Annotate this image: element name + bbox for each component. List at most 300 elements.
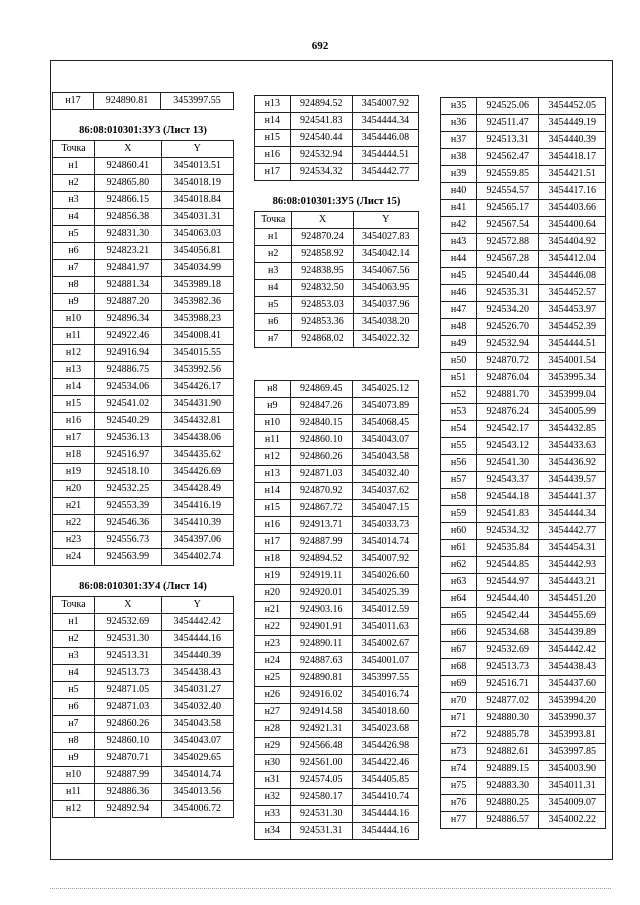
- point-cell: н16: [255, 517, 291, 534]
- table-row: [441, 353, 606, 370]
- x-cell: 924887.63: [290, 653, 352, 670]
- point-cell: н55: [441, 438, 477, 455]
- table-row: [441, 693, 606, 710]
- y-cell: 3454402.74: [161, 549, 233, 566]
- y-cell: 3454033.73: [352, 517, 418, 534]
- table-row: [53, 328, 234, 345]
- y-cell: 3454453.97: [539, 302, 606, 319]
- x-cell: 924534.32: [477, 523, 539, 540]
- y-cell: 3454444.16: [352, 823, 418, 840]
- y-cell: 3454428.49: [161, 481, 233, 498]
- point-cell: н73: [441, 744, 477, 761]
- point-cell: н7: [255, 331, 292, 348]
- point-cell: н26: [255, 687, 291, 704]
- point-cell: н31: [255, 772, 291, 789]
- y-cell: 3454008.41: [161, 328, 233, 345]
- x-cell: 924580.17: [290, 789, 352, 806]
- y-cell: 3454031.27: [161, 682, 233, 699]
- y-cell: 3453995.34: [539, 370, 606, 387]
- point-cell: н13: [255, 466, 291, 483]
- y-cell: 3454432.85: [539, 421, 606, 438]
- point-cell: н2: [255, 246, 292, 263]
- x-cell: 924860.10: [95, 733, 162, 750]
- table-row: [441, 761, 606, 778]
- table-row: [441, 778, 606, 795]
- continuation-table: [52, 92, 234, 110]
- table-row: [255, 755, 419, 772]
- y-cell: 3453997.85: [539, 744, 606, 761]
- y-cell: 3454025.12: [352, 381, 418, 398]
- x-cell: 924870.71: [95, 750, 162, 767]
- point-cell: н4: [53, 209, 95, 226]
- table-row: [53, 549, 234, 566]
- y-cell: 3454405.85: [352, 772, 418, 789]
- x-cell: 924543.12: [477, 438, 539, 455]
- point-cell: н9: [53, 750, 95, 767]
- y-cell: 3454031.31: [161, 209, 233, 226]
- x-cell: 924840.15: [290, 415, 352, 432]
- y-cell: 3454014.74: [161, 767, 233, 784]
- table-row: [53, 379, 234, 396]
- x-cell: 924541.02: [95, 396, 162, 413]
- x-cell: 924916.02: [290, 687, 352, 704]
- point-cell: н61: [441, 540, 477, 557]
- table-row: [255, 398, 419, 415]
- table-row: [255, 449, 419, 466]
- column-header-point: Точка: [255, 212, 292, 229]
- point-cell: н14: [255, 113, 291, 130]
- y-cell: 3454451.20: [539, 591, 606, 608]
- point-cell: н54: [441, 421, 477, 438]
- point-cell: н1: [255, 229, 292, 246]
- point-cell: н29: [255, 738, 291, 755]
- y-cell: 3454444.51: [539, 336, 606, 353]
- table-row: [53, 699, 234, 716]
- y-cell: 3454438.43: [161, 665, 233, 682]
- y-cell: 3453989.18: [161, 277, 233, 294]
- point-cell: н43: [441, 234, 477, 251]
- point-cell: н20: [255, 585, 291, 602]
- table-row: [255, 602, 419, 619]
- x-cell: 924532.94: [290, 147, 352, 164]
- table-row: [441, 795, 606, 812]
- point-cell: н46: [441, 285, 477, 302]
- x-cell: 924542.44: [477, 608, 539, 625]
- zu4-table: [52, 596, 234, 818]
- x-cell: 924543.37: [477, 472, 539, 489]
- y-cell: 3454444.16: [352, 806, 418, 823]
- x-cell: 924532.69: [95, 614, 162, 631]
- point-cell: н44: [441, 251, 477, 268]
- y-cell: 3453999.04: [539, 387, 606, 404]
- y-cell: 3454009.07: [539, 795, 606, 812]
- y-cell: 3454032.40: [161, 699, 233, 716]
- table-row: [255, 147, 419, 164]
- y-cell: 3454063.95: [353, 280, 418, 297]
- y-cell: 3454056.81: [161, 243, 233, 260]
- table-row: [53, 784, 234, 801]
- y-cell: 3454032.40: [352, 466, 418, 483]
- point-cell: н59: [441, 506, 477, 523]
- point-cell: н34: [255, 823, 291, 840]
- y-cell: 3454005.99: [539, 404, 606, 421]
- point-cell: н12: [255, 449, 291, 466]
- table-row: [441, 455, 606, 472]
- y-cell: 3454433.63: [539, 438, 606, 455]
- point-cell: н36: [441, 115, 477, 132]
- point-cell: н56: [441, 455, 477, 472]
- point-cell: н17: [53, 93, 94, 110]
- x-cell: 924544.40: [477, 591, 539, 608]
- point-cell: н48: [441, 319, 477, 336]
- point-cell: н24: [53, 549, 95, 566]
- x-cell: 924511.47: [477, 115, 539, 132]
- point-cell: н49: [441, 336, 477, 353]
- point-cell: н22: [53, 515, 95, 532]
- table-row: [53, 733, 234, 750]
- point-cell: н9: [53, 294, 95, 311]
- table-row: [441, 472, 606, 489]
- table-row: [441, 251, 606, 268]
- section-title: 86:08:010301:ЗУ3 (Лист 13): [79, 125, 207, 136]
- column-header-y: Y: [161, 597, 233, 614]
- table-row: [441, 268, 606, 285]
- zu3-table: [52, 140, 234, 566]
- column-header-x: X: [95, 597, 162, 614]
- table-header-row: [53, 597, 234, 614]
- y-cell: 3453994.20: [539, 693, 606, 710]
- x-cell: 924882.61: [477, 744, 539, 761]
- y-cell: 3454436.92: [539, 455, 606, 472]
- table-header-row: [255, 212, 419, 229]
- y-cell: 3454016.74: [352, 687, 418, 704]
- x-cell: 924532.25: [95, 481, 162, 498]
- y-cell: 3454068.45: [352, 415, 418, 432]
- table-row: [441, 183, 606, 200]
- table-row: [53, 226, 234, 243]
- point-cell: н27: [255, 704, 291, 721]
- table-row: [53, 464, 234, 481]
- page-number: 692: [311, 40, 329, 52]
- x-cell: 924887.99: [290, 534, 352, 551]
- x-cell: 924860.26: [290, 449, 352, 466]
- point-cell: н32: [255, 789, 291, 806]
- y-cell: 3454001.07: [352, 653, 418, 670]
- point-cell: н9: [255, 398, 291, 415]
- point-cell: н66: [441, 625, 477, 642]
- table-row: [441, 285, 606, 302]
- table-row: [255, 113, 419, 130]
- y-cell: 3454438.43: [539, 659, 606, 676]
- x-cell: 924889.15: [477, 761, 539, 778]
- y-cell: 3454015.55: [161, 345, 233, 362]
- point-cell: н70: [441, 693, 477, 710]
- table-row: [53, 801, 234, 818]
- point-cell: н8: [53, 277, 95, 294]
- x-cell: 924919.11: [290, 568, 352, 585]
- table-row: [53, 175, 234, 192]
- table-row: [53, 631, 234, 648]
- table-row: [53, 345, 234, 362]
- table-row: [255, 331, 419, 348]
- x-cell: 924856.38: [95, 209, 162, 226]
- point-cell: н20: [53, 481, 95, 498]
- point-cell: н8: [255, 381, 291, 398]
- x-cell: 924563.99: [95, 549, 162, 566]
- x-cell: 924518.10: [95, 464, 162, 481]
- point-cell: н5: [53, 226, 95, 243]
- y-cell: 3453993.81: [539, 727, 606, 744]
- x-cell: 924544.97: [477, 574, 539, 591]
- x-cell: 924534.68: [477, 625, 539, 642]
- continuation-table: [254, 95, 419, 181]
- table-row: [441, 523, 606, 540]
- y-cell: 3454067.56: [353, 263, 418, 280]
- x-cell: 924868.02: [292, 331, 353, 348]
- y-cell: 3454455.69: [539, 608, 606, 625]
- table-row: [441, 710, 606, 727]
- x-cell: 924871.03: [95, 699, 162, 716]
- table-row: [441, 438, 606, 455]
- x-cell: 924890.11: [290, 636, 352, 653]
- table-row: [255, 381, 419, 398]
- x-cell: 924565.17: [477, 200, 539, 217]
- y-cell: 3454426.98: [352, 738, 418, 755]
- table-row: [441, 217, 606, 234]
- x-cell: 924871.05: [95, 682, 162, 699]
- x-cell: 924869.45: [290, 381, 352, 398]
- point-cell: н62: [441, 557, 477, 574]
- point-cell: н58: [441, 489, 477, 506]
- y-cell: 3453990.37: [539, 710, 606, 727]
- y-cell: 3454011.63: [352, 619, 418, 636]
- table-row: [255, 246, 419, 263]
- table-row: [255, 721, 419, 738]
- x-cell: 924566.48: [290, 738, 352, 755]
- table-row: [53, 767, 234, 784]
- point-cell: н30: [255, 755, 291, 772]
- point-cell: н2: [53, 631, 95, 648]
- x-cell: 924871.03: [290, 466, 352, 483]
- x-cell: 924531.30: [290, 806, 352, 823]
- y-cell: 3454444.16: [161, 631, 233, 648]
- x-cell: 924540.29: [95, 413, 162, 430]
- y-cell: 3454449.19: [539, 115, 606, 132]
- x-cell: 924870.92: [290, 483, 352, 500]
- x-cell: 924847.26: [290, 398, 352, 415]
- continuation-table: [440, 97, 606, 829]
- point-cell: н7: [53, 260, 95, 277]
- point-cell: н5: [53, 682, 95, 699]
- y-cell: 3454001.54: [539, 353, 606, 370]
- y-cell: 3454043.07: [161, 733, 233, 750]
- column-header-point: Точка: [53, 597, 95, 614]
- y-cell: 3454007.92: [352, 551, 418, 568]
- table-row: [255, 704, 419, 721]
- point-cell: н15: [53, 396, 95, 413]
- x-cell: 924513.31: [477, 132, 539, 149]
- table-row: [441, 727, 606, 744]
- y-cell: 3454047.15: [352, 500, 418, 517]
- x-cell: 924876.24: [477, 404, 539, 421]
- point-cell: н6: [255, 314, 292, 331]
- table-row: [255, 466, 419, 483]
- table-row: [53, 362, 234, 379]
- x-cell: 924513.31: [95, 648, 162, 665]
- table-row: [255, 772, 419, 789]
- y-cell: 3454410.74: [352, 789, 418, 806]
- x-cell: 924858.92: [292, 246, 353, 263]
- table-row: [255, 585, 419, 602]
- table-row: [255, 619, 419, 636]
- y-cell: 3454446.08: [352, 130, 418, 147]
- point-cell: н11: [255, 432, 291, 449]
- table-row: [441, 149, 606, 166]
- y-cell: 3454002.67: [352, 636, 418, 653]
- point-cell: н15: [255, 500, 291, 517]
- point-cell: н72: [441, 727, 477, 744]
- x-cell: 924567.28: [477, 251, 539, 268]
- y-cell: 3453992.56: [161, 362, 233, 379]
- point-cell: н17: [53, 430, 95, 447]
- x-cell: 924516.71: [477, 676, 539, 693]
- point-cell: н64: [441, 591, 477, 608]
- point-cell: н1: [53, 158, 95, 175]
- table-row: [441, 370, 606, 387]
- x-cell: 924841.97: [95, 260, 162, 277]
- x-cell: 924887.20: [95, 294, 162, 311]
- y-cell: 3454023.68: [352, 721, 418, 738]
- x-cell: 924532.94: [477, 336, 539, 353]
- section-title: 86:08:010301:ЗУ4 (Лист 14): [79, 581, 207, 592]
- x-cell: 924853.36: [292, 314, 353, 331]
- y-cell: 3454431.90: [161, 396, 233, 413]
- point-cell: н10: [53, 767, 95, 784]
- point-cell: н12: [53, 345, 95, 362]
- y-cell: 3454454.31: [539, 540, 606, 557]
- table-row: [53, 430, 234, 447]
- point-cell: н4: [53, 665, 95, 682]
- table-row: [53, 515, 234, 532]
- y-cell: 3454037.62: [352, 483, 418, 500]
- point-cell: н40: [441, 183, 477, 200]
- x-cell: 924921.31: [290, 721, 352, 738]
- point-cell: н18: [255, 551, 291, 568]
- x-cell: 924562.47: [477, 149, 539, 166]
- table-row: [441, 302, 606, 319]
- table-row: [255, 263, 419, 280]
- y-cell: 3454013.51: [161, 158, 233, 175]
- x-cell: 924531.30: [95, 631, 162, 648]
- point-cell: н10: [255, 415, 291, 432]
- x-cell: 924886.57: [477, 812, 539, 829]
- y-cell: 3454018.60: [352, 704, 418, 721]
- column-3: [440, 97, 606, 829]
- x-cell: 924866.15: [95, 192, 162, 209]
- point-cell: н50: [441, 353, 477, 370]
- section-title: 86:08:010301:ЗУ5 (Лист 15): [272, 196, 401, 207]
- table-row: [53, 716, 234, 733]
- point-cell: н52: [441, 387, 477, 404]
- y-cell: 3454400.64: [539, 217, 606, 234]
- x-cell: 924544.85: [477, 557, 539, 574]
- table-row: [441, 387, 606, 404]
- zu5-table-continued: [254, 380, 419, 840]
- point-cell: н17: [255, 164, 291, 181]
- x-cell: 924860.10: [290, 432, 352, 449]
- point-cell: н65: [441, 608, 477, 625]
- table-row: [53, 311, 234, 328]
- x-cell: 924922.46: [95, 328, 162, 345]
- y-cell: 3454073.89: [352, 398, 418, 415]
- y-cell: 3454022.32: [353, 331, 418, 348]
- y-cell: 3454410.39: [161, 515, 233, 532]
- x-cell: 924572.88: [477, 234, 539, 251]
- x-cell: 924574.05: [290, 772, 352, 789]
- table-row: [441, 812, 606, 829]
- x-cell: 924561.00: [290, 755, 352, 772]
- y-cell: 3453997.55: [352, 670, 418, 687]
- y-cell: 3454442.42: [539, 642, 606, 659]
- y-cell: 3454439.57: [539, 472, 606, 489]
- table-row: [441, 115, 606, 132]
- point-cell: н75: [441, 778, 477, 795]
- y-cell: 3454029.65: [161, 750, 233, 767]
- y-cell: 3454444.34: [352, 113, 418, 130]
- point-cell: н6: [53, 243, 95, 260]
- table-row: [53, 93, 234, 110]
- x-cell: 924881.70: [477, 387, 539, 404]
- point-cell: н3: [53, 192, 95, 209]
- x-cell: 924913.71: [290, 517, 352, 534]
- point-cell: н28: [255, 721, 291, 738]
- table-row: [441, 421, 606, 438]
- point-cell: н6: [53, 699, 95, 716]
- x-cell: 924880.25: [477, 795, 539, 812]
- table-row: [53, 447, 234, 464]
- table-header-row: [53, 141, 234, 158]
- table-row: [53, 158, 234, 175]
- table-row: [441, 506, 606, 523]
- point-cell: н16: [53, 413, 95, 430]
- table-row: [441, 557, 606, 574]
- y-cell: 3454013.56: [161, 784, 233, 801]
- column-header-point: Точка: [53, 141, 95, 158]
- y-cell: 3454444.51: [352, 147, 418, 164]
- point-cell: н21: [53, 498, 95, 515]
- x-cell: 924876.04: [477, 370, 539, 387]
- y-cell: 3454446.08: [539, 268, 606, 285]
- y-cell: 3454027.83: [353, 229, 418, 246]
- table-row: [441, 574, 606, 591]
- y-cell: 3454002.22: [539, 812, 606, 829]
- table-row: [53, 682, 234, 699]
- table-row: [255, 636, 419, 653]
- table-row: [441, 132, 606, 149]
- table-row: [255, 806, 419, 823]
- column-2: [254, 95, 419, 840]
- point-cell: н3: [255, 263, 292, 280]
- x-cell: 924870.72: [477, 353, 539, 370]
- y-cell: 3454435.62: [161, 447, 233, 464]
- y-cell: 3454432.81: [161, 413, 233, 430]
- y-cell: 3453997.55: [161, 93, 234, 110]
- y-cell: 3454397.06: [161, 532, 233, 549]
- x-cell: 924513.73: [95, 665, 162, 682]
- table-row: [441, 744, 606, 761]
- table-row: [441, 676, 606, 693]
- x-cell: 924920.01: [290, 585, 352, 602]
